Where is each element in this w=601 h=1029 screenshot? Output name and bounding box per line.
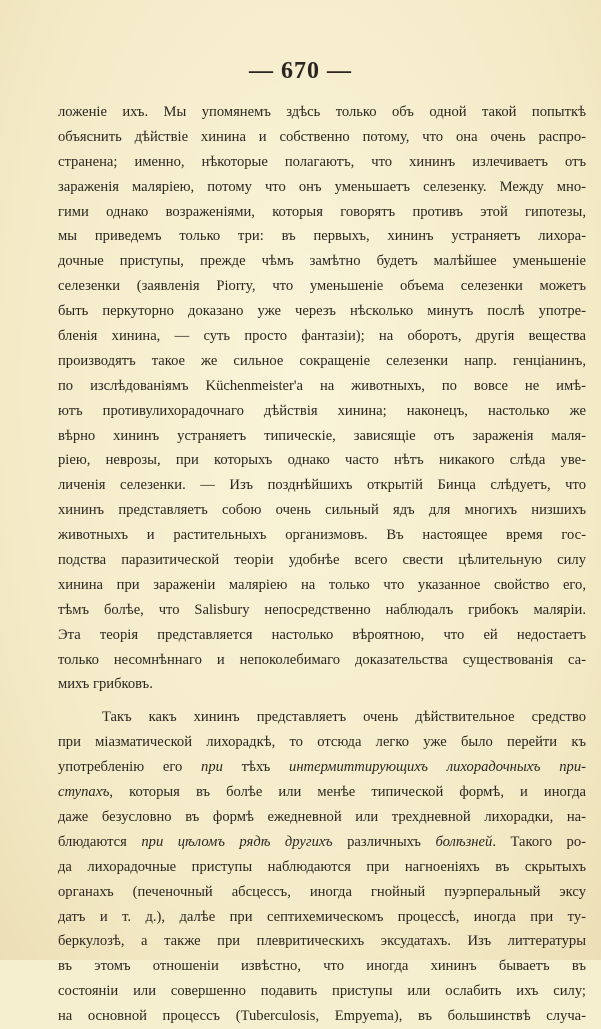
text-line: при міазматической лихорадкѣ, то отсюда легко уже было перейти къ	[58, 734, 586, 751]
text-line: подства паразитической теоріи удобнѣе всего свести цѣлительную силу	[58, 552, 586, 569]
text-line: быть перкуторно доказано уже черезъ нѣсколько минутъ послѣ употре-	[58, 303, 586, 320]
emphasis-text: интермиттирующихъ лихорадочныхъ при-	[289, 759, 586, 776]
page-number: — 670 —	[249, 58, 352, 84]
text-line	[58, 830, 586, 855]
text-line: вѣрно хининъ устраняетъ типическіе, зависящіе отъ зараженія маля-	[58, 427, 586, 444]
text-run: . Такого ро-	[492, 833, 587, 850]
text-line: личенія селезенки. — Изъ позднѣйшихъ открытій Бинца слѣдуетъ, что	[58, 477, 586, 494]
text-line: мы приведемъ только три: въ первыхъ, хининъ устраняетъ лихора-	[58, 228, 586, 245]
text-line: органахъ (печеночный абсцессъ, иногда гнойный пуэрперальный эксу	[58, 883, 586, 900]
text-line: тѣмъ болѣе, что Salisbury непосредственно наблюдалъ грибокъ маляріи.	[58, 601, 586, 618]
text-line: бленія хинина, — суть просто фантазіи); на оборотъ, другія вещества	[58, 328, 586, 345]
paragraph-2	[58, 705, 586, 1029]
text-line: въ этомъ отношеніи извѣстно, что иногда хининъ бываетъ въ	[58, 958, 586, 975]
paragraph-gap	[58, 697, 586, 705]
text-run: тѣхъ	[222, 759, 290, 776]
text-line: хинина при зараженіи маляріею на только что указанное свойство его,	[58, 576, 586, 593]
text-run: , которыя въ болѣе или менѣе типической формѣ, и иногда	[109, 784, 586, 801]
text-line: даже безусловно въ формѣ ежедневной или трехдневной лихорадки, на-	[58, 808, 586, 825]
emphasis-text: болѣзней	[435, 833, 493, 850]
body-text	[58, 100, 586, 1029]
emphasis-text: ступахъ	[58, 784, 110, 801]
text-line	[58, 780, 586, 805]
emphasis-text: при	[201, 759, 223, 776]
text-line: дочные приступы, прежде чѣмъ замѣтно будетъ малѣйшее уменьшеніе	[58, 253, 586, 270]
emphasis-text: при цѣломъ рядѣ другихъ	[141, 833, 333, 850]
text-line: зараженія маляріею, потому что онъ уменьшаетъ селезенку. Между мно-	[58, 178, 586, 195]
text-line: животныхъ и растительныхъ организмовъ. Въ настоящее время гос-	[58, 527, 586, 544]
text-line: датъ и т. д.), далѣе при септихемическомъ процессѣ, иногда при ту-	[58, 908, 586, 925]
text-line	[58, 755, 586, 780]
text-line: странена; именно, нѣкоторые полагаютъ, что хининъ излечиваетъ отъ	[58, 153, 586, 170]
text-line: только несомнѣннаго и непоколебимаго доказательства существованія са-	[58, 651, 586, 668]
paragraph-1	[58, 100, 586, 697]
text-run: блюдаются	[58, 833, 142, 850]
text-line: да лихорадочные приступы наблюдаются при нагноеніяхъ въ скрытыхъ	[58, 858, 586, 875]
text-line: производятъ такое же сильное сокращеніе селезенки напр. генціанинъ,	[58, 352, 586, 369]
text-line: на основной процессъ (Tuberculosis, Empyema), въ большинствѣ случа-	[58, 1008, 586, 1025]
text-line: ложеніе ихъ. Мы упомянемъ здѣсь только объ одной такой попыткѣ	[58, 104, 586, 120]
text-line: ютъ противулихорадочнаго дѣйствія хинина; наконецъ, настолько же	[58, 402, 586, 419]
text-line: Эта теорія представляется настолько вѣроятною, что ей недостаетъ	[58, 626, 586, 643]
text-run: употребленію его	[58, 759, 202, 776]
text-line: объяснить дѣйствіе хинина и собственно потому, что она очень распро-	[58, 128, 586, 145]
text-run: различныхъ	[332, 833, 436, 850]
text-line: ріею, неврозы, при которыхъ однако часто нѣтъ никакого слѣда уве-	[58, 452, 586, 469]
text-line: гими однако возраженіями, которыя говорятъ противъ этой гипотезы,	[58, 203, 586, 220]
text-line: Такъ какъ хининъ представляетъ очень дѣйствительное средство	[102, 709, 586, 726]
text-line: селезенки (заявленія Piorry, что уменьшеніе объема селезенки можетъ	[58, 278, 586, 295]
text-line: михъ грибковъ.	[58, 676, 153, 693]
text-line: беркулозѣ, а также при плевритическихъ эксудатахъ. Изъ литтературы	[58, 933, 586, 950]
text-line: состояніи или совершенно подавить приступы или ослабить ихъ силу;	[58, 983, 586, 1000]
text-line: по изслѣдованіямъ Küchenmeister'а на животныхъ, по вовсе не имѣ-	[58, 377, 586, 394]
text-line: хининъ представляетъ собою очень сильный ядъ для многихъ низшихъ	[58, 502, 586, 519]
